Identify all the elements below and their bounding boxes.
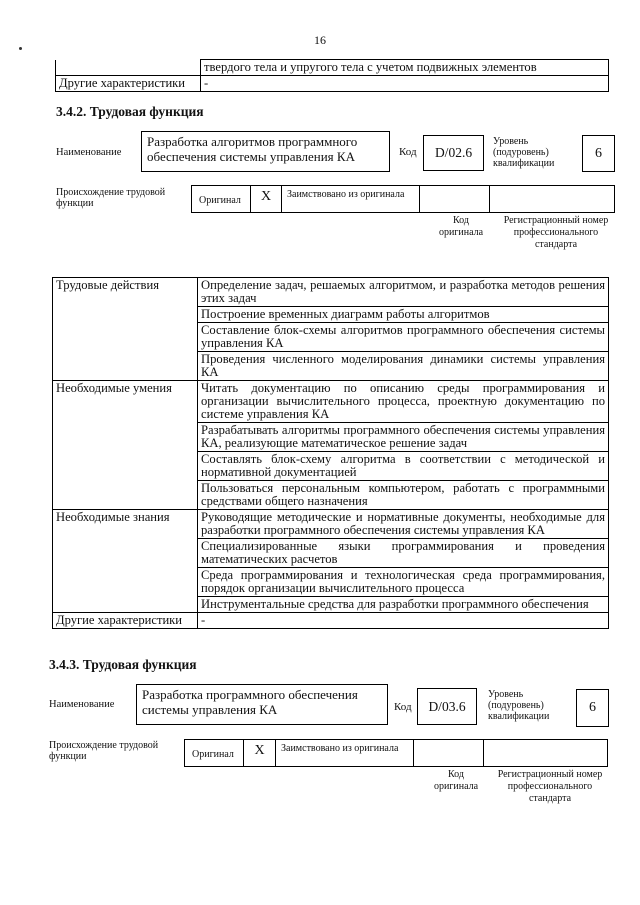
table-row [53, 278, 609, 307]
table-row [56, 76, 609, 92]
origin-label: Происхождение трудовой функции [49, 740, 159, 762]
original-label: Оригинал [192, 186, 251, 212]
knowledge-label: Необходимые знания [53, 510, 198, 613]
knowledge-item: Инструментальные средства для разработки программного обеспечения [198, 597, 609, 613]
reg-number-caption: Регистрационный номер профессионального стандарта [497, 769, 603, 804]
reg-number-caption: Регистрационный номер профессионального стандарта [503, 215, 609, 250]
level-box: 6 [582, 135, 615, 172]
action-item: Составление блок-схемы алгоритмов программного обеспечения системы управления КА [198, 323, 609, 352]
borrowed-label: Заимствовано из оригинала [282, 186, 420, 212]
code-original-caption: Код оригинала [438, 215, 484, 238]
skill-item: Пользоваться персональным компьютером, работать с программными средствами общего назначения [198, 481, 609, 510]
level-label: Уровень (подуровень) квалификации [488, 689, 550, 722]
action-item: Определение задач, решаемых алгоритмом, и разработка методов решения этих задач [198, 278, 609, 307]
other-value: - [198, 613, 609, 629]
action-item: Построение временных диаграмм работы алгоритмов [198, 307, 609, 323]
labor-function-table [52, 277, 609, 629]
action-item: Проведения численного моделирования динамики системы управления КА [198, 352, 609, 381]
table-row [56, 60, 609, 76]
origin-row [191, 185, 615, 213]
code-box: D/02.6 [423, 135, 484, 171]
code-label: Код [394, 701, 412, 713]
skills-label: Необходимые умения [53, 381, 198, 510]
original-mark: X [251, 186, 282, 212]
skill-item: Читать документацию по описанию среды программирования и организации вычислительного процесса, проектную документацию по системе управления КА [198, 381, 609, 423]
origin-row [184, 739, 608, 767]
code-label: Код [399, 146, 417, 158]
table-row [53, 613, 609, 629]
code-original-caption: Код оригинала [433, 769, 479, 792]
table-cell: - [201, 76, 609, 92]
original-label: Оригинал [185, 740, 244, 766]
original-mark: X [244, 740, 276, 766]
function-name-box: Разработка программного обеспечения системы управления КА [136, 684, 388, 725]
table-cell: твердого тела и упругого тела с учетом подвижных элементов [201, 60, 609, 76]
level-label: Уровень (подуровень) квалификации [493, 136, 555, 169]
skill-item: Составлять блок-схему алгоритма в соответствии с методической и нормативной документацией [198, 452, 609, 481]
knowledge-item: Среда программирования и технологическая среда программирования, порядок организации вычислительного процесса [198, 568, 609, 597]
code-box: D/03.6 [417, 688, 477, 725]
level-box: 6 [576, 689, 609, 727]
knowledge-item: Специализированные языки программирования и проведения математических расчетов [198, 539, 609, 568]
code-original-cell [414, 740, 484, 766]
page-number: 16 [314, 33, 326, 47]
section-heading-342: 3.4.2. Трудовая функция [56, 104, 204, 119]
table-cell-label: Другие характеристики [56, 76, 201, 92]
previous-table-fragment [55, 59, 609, 92]
table-row [53, 381, 609, 423]
knowledge-item: Руководящие методические и нормативные документы, необходимые для разработки программного обеспечения системы управления КА [198, 510, 609, 539]
code-original-cell [420, 186, 490, 212]
borrowed-label: Заимствовано из оригинала [276, 740, 414, 766]
section-heading-343: 3.4.3. Трудовая функция [49, 657, 197, 672]
table-row [53, 510, 609, 539]
actions-label: Трудовые действия [53, 278, 198, 381]
reg-number-cell [490, 186, 614, 212]
other-label: Другие характеристики [53, 613, 198, 629]
name-label: Наименование [56, 147, 122, 158]
reg-number-cell [484, 740, 607, 766]
function-name-box: Разработка алгоритмов программного обеспечения системы управления КА [141, 131, 390, 172]
origin-label: Происхождение трудовой функции [56, 187, 166, 209]
name-label: Наименование [49, 699, 115, 710]
skill-item: Разрабатывать алгоритмы программного обеспечения системы управления КА, реализующие математическое решение задач [198, 423, 609, 452]
